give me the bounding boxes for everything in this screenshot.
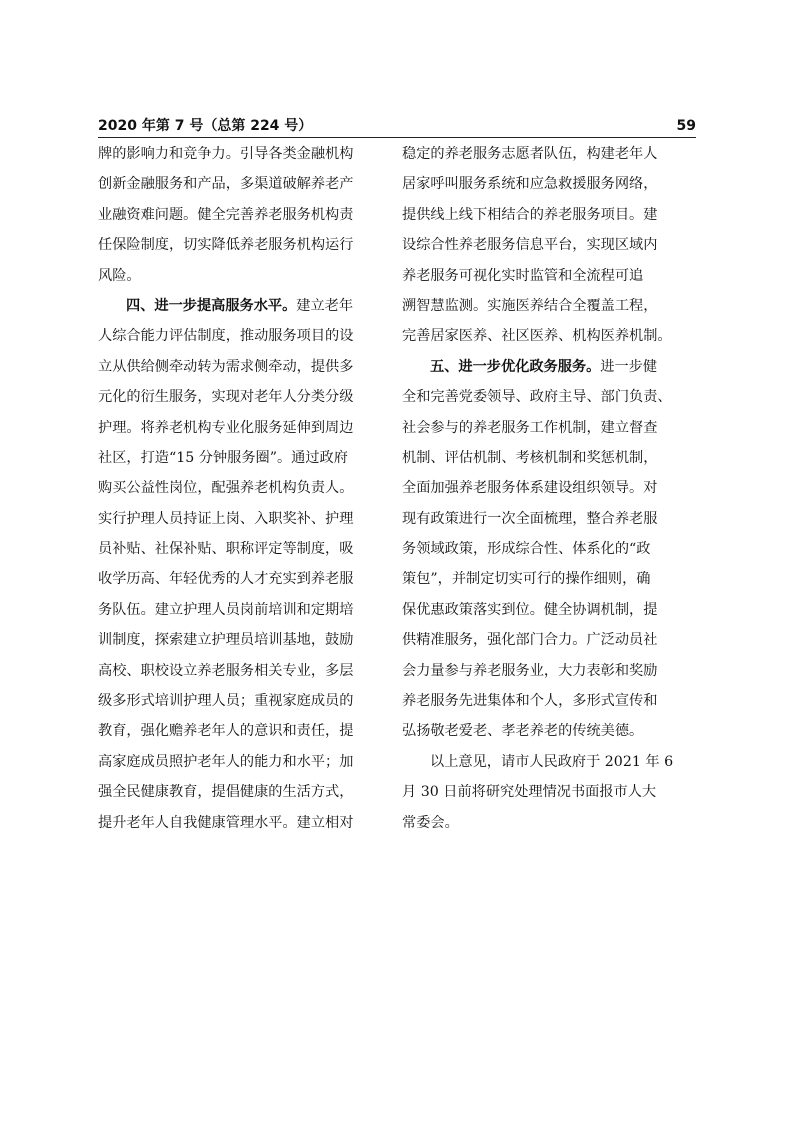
section-five-heading: 五、进一步优化政务服务。 <box>430 358 601 375</box>
text-line: 常委会。 <box>402 814 459 831</box>
section-five-first-line <box>402 352 696 382</box>
text-line: 创新金融服务和产品，多渠道破解养老产 <box>98 176 354 193</box>
text-line: 设综合性养老服务信息平台，实现区域内 <box>402 237 658 254</box>
text-line: 策包”，并制定切实可行的操作细则，确 <box>402 571 651 588</box>
left-column <box>98 139 388 838</box>
text-line: 供精准服务，强化部门合力。广泛动员社 <box>402 632 658 649</box>
text-line: 业融资难问题。健全完善养老服务机构责 <box>98 206 354 223</box>
text-line: 任保险制度，切实降低养老服务机构运行 <box>98 237 354 254</box>
text-line: 护理。将养老机构专业化服务延伸到周边 <box>98 419 354 436</box>
right-column <box>402 139 696 838</box>
text-line: 训制度，探索建立护理员培训基地，鼓励 <box>98 632 354 649</box>
text-line: 提供线上线下相结合的养老服务项目。建 <box>402 206 658 223</box>
text-line: 完善居家医养、社区医养、机构医养机制。 <box>402 328 672 345</box>
text-line: 全和完善党委领导、政府主导、部门负责、 <box>402 389 672 406</box>
text-fragment: 建立老年 <box>296 297 354 314</box>
text-line: 机制、评估机制、考核机制和奖惩机制， <box>402 449 658 466</box>
section-four-first-line <box>98 291 388 321</box>
text-line: 社区，打造“15 分钟服务圈”。通过政府 <box>98 449 348 466</box>
text-line: 社会参与的养老服务工作机制，建立督查 <box>402 419 658 436</box>
text-line: 高家庭成员照护老年人的能力和水平；加 <box>98 753 354 770</box>
text-line: 弘扬敬老爱老、孝老养老的传统美德。 <box>402 723 644 740</box>
text-line: 务领域政策，形成综合性、体系化的“政 <box>402 541 651 558</box>
text-line: 员补贴、社保补贴、职称评定等制度，吸 <box>98 541 354 558</box>
text-line: 强全民健康教育，提倡健康的生活方式， <box>98 784 354 801</box>
text-line: 月 30 日前将研究处理情况书面报市人大 <box>402 784 657 801</box>
text-line: 保优惠政策落实到位。健全协调机制，提 <box>402 601 658 618</box>
text-line: 提升老年人自我健康管理水平。建立相对 <box>98 814 354 831</box>
text-line: 实行护理人员持证上岗、入职奖补、护理 <box>98 510 354 527</box>
text-line: 会力量参与养老服务业，大力表彰和奖励 <box>402 662 658 679</box>
text-line: 稳定的养老服务志愿者队伍，构建老年人 <box>402 146 658 162</box>
text-line: 现有政策进行一次全面梳理，整合养老服 <box>402 510 658 527</box>
text-fragment: 进一步健 <box>600 358 658 375</box>
text-line: 溯智慧监测。实施医养结合全覆盖工程， <box>402 297 658 314</box>
text-line: 购买公益性岗位，配强养老机构负责人。 <box>98 480 354 497</box>
text-line: 风险。 <box>98 267 141 284</box>
page-number: 59 <box>676 118 696 134</box>
text-line: 牌的影响力和竞争力。引导各类金融机构 <box>98 146 354 162</box>
text-line: 收学历高、年轻优秀的人才充实到养老服 <box>98 571 354 588</box>
issue-label: 2020 年第 7 号（总第 224 号） <box>98 118 313 134</box>
section-four-heading: 四、进一步提高服务水平。 <box>126 297 297 314</box>
header-divider <box>98 137 696 138</box>
text-line: 元化的衍生服务，实现对老年人分类分级 <box>98 389 354 406</box>
text-line: 人综合能力评估制度，推动服务项目的设 <box>98 328 354 345</box>
text-line: 养老服务先进集体和个人，多形式宣传和 <box>402 693 658 710</box>
text-line: 教育，强化赡养老年人的意识和责任，提 <box>98 723 354 740</box>
closing-paragraph-first-line: 以上意见，请市人民政府于 2021 年 6 <box>430 753 674 770</box>
text-line: 高校、职校设立养老服务相关专业，多层 <box>98 662 354 679</box>
text-line: 全面加强养老服务体系建设组织领导。对 <box>402 480 658 497</box>
text-line: 居家呼叫服务系统和应急救援服务网络， <box>402 176 658 193</box>
text-line: 级多形式培训护理人员；重视家庭成员的 <box>98 693 354 710</box>
text-line: 立从供给侧牵动转为需求侧牵动，提供多 <box>98 358 354 375</box>
page-header <box>98 116 696 136</box>
text-line: 务队伍。建立护理人员岗前培训和定期培 <box>98 601 354 618</box>
text-line: 养老服务可视化实时监管和全流程可追 <box>402 267 644 284</box>
